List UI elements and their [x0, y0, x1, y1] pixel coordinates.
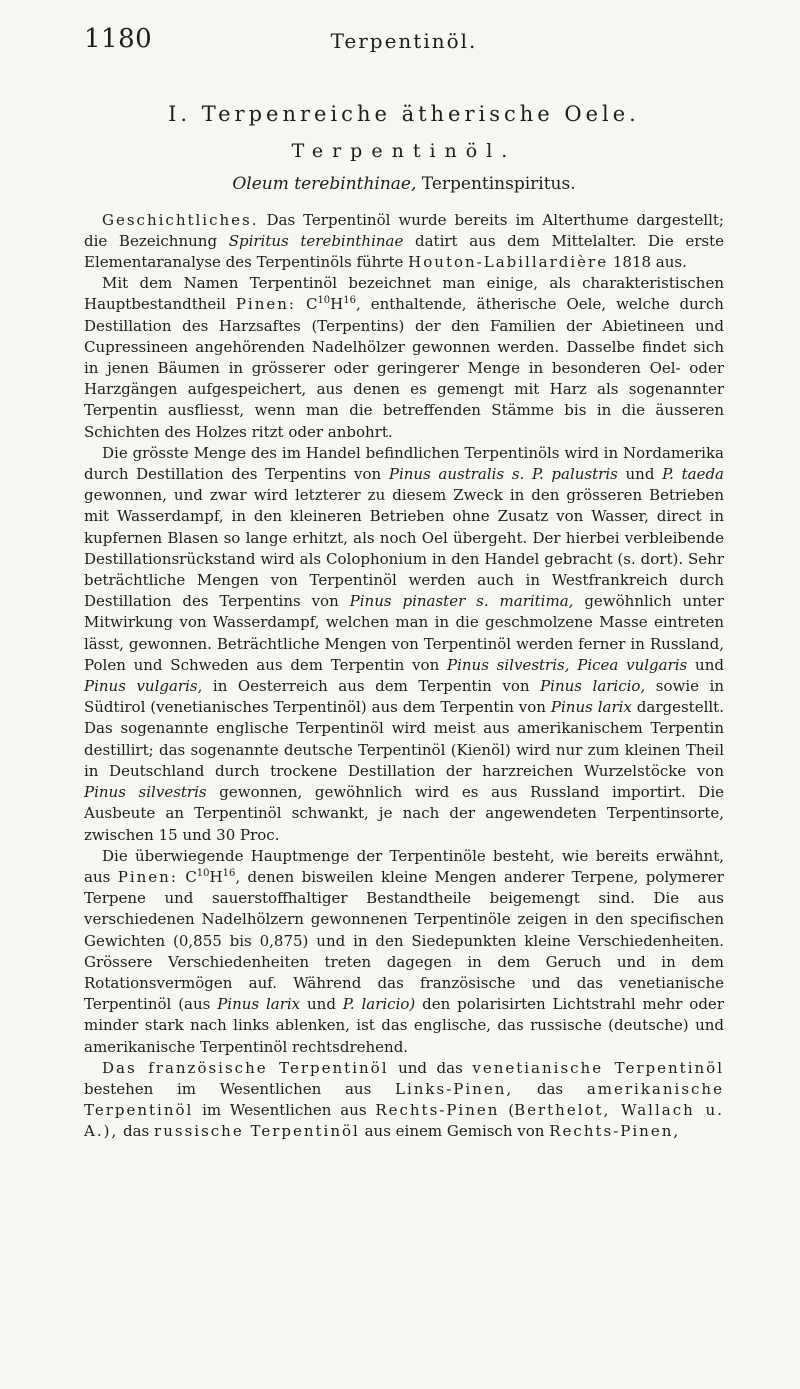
text-run: im Wesentlichen aus [202, 1101, 367, 1120]
text-run: den polarisirten Lichtstrahl mehr oder minder stark nach links ablenken, ist das englische, das russische (deutsche) und amerikanische Terpentinöl rechtsdrehend. [84, 995, 724, 1056]
text-run: dargestellt. Das sogenannte englische Terpentinöl wird meist aus amerikanischem Terpentin destillirt; das sogenannte deutsche Terpentinöl (Kienöl) wird nur zum kleinen Theil in Deutschland durch trockene Destillation der harzreichen Wurzelstöcke von [84, 698, 724, 780]
chemical-formula [306, 295, 356, 313]
formula-element: H [209, 867, 223, 886]
formula-index: 16 [343, 295, 356, 307]
pinen-term: Pinen: [235, 295, 296, 314]
page-header [84, 24, 724, 64]
text-run: , denen bisweilen kleine Mengen anderer Terpene, polymerer Terpene und sauerstoffhaltiger Bestandtheile beigemengt sind. Die aus verschiedenen Nadelhölzern gewonnenen Terpentinöle zeigen in den specifischen Gewichten (0,855 bis 0,875) und in den Siedepunkten kleine Verschiedenheiten. Grössere Verschiedenheiten treten dagegen in dem Geruch und in dem Rotationsvermögen auf. Während das französische und das venetianische Terpentinöl (aus [84, 867, 724, 1014]
text-run: und [695, 655, 724, 674]
page-number: 1180 [84, 24, 153, 54]
species-name: Pinus australis s. P. palustris [388, 465, 618, 484]
text-run: bestehen im Wesentlichen aus [84, 1079, 372, 1098]
pinen-term: Pinen: [117, 867, 178, 886]
text-run: datirt aus dem Mittelalter. Die erste Elementaranalyse des Terpentinöls führte [84, 231, 724, 272]
text-run: Die überwiegende Hauptmenge der Terpentinöle besteht, wie bereits erwähnt, aus [84, 846, 724, 886]
formula-index: 16 [222, 867, 236, 879]
text-run: gewöhnlich unter Mitwirkung von Wasserdampf, welchen man in die geschmolzene Masse eintreten lässt, gewonnen. Beträchtliche Mengen von Terpentinöl werden ferner in Russland, Polen und Schweden aus dem Terpentin von [84, 592, 724, 674]
text-run: das [123, 1122, 150, 1141]
formula-element: C [185, 867, 197, 886]
text-run: gewonnen, und zwar wird letzterer zu diesem Zweck in den grösseren Betrieben mit Wasserdampf, in den kleineren Betrieben ohne Zusatz von Wasser, direct in kupfernen Blasen so lange erhitzt, als noch Oel übergeht. Der hierbei verbleibende Destillationsrückstand wird als Colophonium in den Handel gebracht (s. dort). Sehr beträchtliche Mengen von Terpentinöl werden auch in Westfrankreich durch Destillation des Terpentins von [84, 486, 724, 611]
text-run: gewonnen, gewöhnlich wird es aus Russland importirt. Die Ausbeute an Terpentinöl schwankt, je nach der angewendeten Terpentinsorte, zwischen 15 und 30 Proc. [84, 783, 724, 844]
species-name: P. laricio) [342, 995, 416, 1014]
text-run: das [536, 1079, 564, 1098]
paragraph-production [84, 443, 724, 846]
text-run: aus einem Gemisch von [364, 1122, 545, 1141]
pinen-term: Rechts-Pinen, [549, 1122, 681, 1141]
running-head: Terpentinöl. [330, 29, 478, 53]
text-run: Die grösste Menge des im Handel befindlichen Terpentinöls wird in Nordamerika durch Destillation des Terpentins von [84, 443, 724, 484]
text-run: und das [398, 1058, 463, 1077]
paragraph-definition [84, 273, 724, 443]
paragraph-composition [84, 846, 724, 1058]
german-name: Terpentinspiritus. [421, 174, 576, 195]
subject-subtitle [84, 174, 724, 195]
formula-index: 10 [196, 867, 210, 879]
species-name: Pinus larix [550, 698, 632, 717]
formula-element: C [305, 295, 318, 314]
text-run: Das Terpentinöl wurde bereits im Alterthume dargestellt; die Bezeichnung [84, 210, 724, 250]
person-name: Houton-Labillardière [408, 253, 609, 272]
species-name: P. taeda [662, 465, 725, 484]
formula-index: 10 [317, 295, 331, 307]
text-run: und [307, 995, 336, 1014]
page-body [84, 98, 724, 1143]
species-name: Pinus silvestris, Picea vulgaris [447, 655, 688, 674]
text-run: 1818 aus. [612, 253, 687, 272]
paragraph-varieties [84, 1058, 724, 1143]
species-name: Pinus laricio, [540, 677, 646, 696]
formula-element: H [330, 295, 344, 314]
text-run: und [625, 465, 655, 484]
pinen-term: Rechts-Pinen [375, 1101, 500, 1120]
species-name: Pinus pinaster s. maritima, [349, 592, 574, 611]
subject-title: Terpentinöl. [291, 140, 517, 163]
chemical-formula [185, 868, 235, 886]
text-run: sowie in Südtirol (venetianisches Terpentinöl) aus dem Terpentin von [84, 677, 724, 717]
text-run: Mit dem Namen Terpentinöl bezeichnet man einige, als charakteristischen Hauptbestandtheil [84, 274, 724, 314]
oil-variety-term: russische Terpentinöl [154, 1122, 360, 1141]
history-heading: Geschichtliches. [102, 210, 259, 229]
oil-variety-term: venetianische Terpentinöl [472, 1058, 724, 1077]
latin-name: Oleum terebinthinae, [232, 174, 417, 195]
text-run: , in Oesterreich aus dem Terpentin von [197, 677, 530, 696]
text-run: ( [508, 1101, 515, 1120]
species-name: Pinus silvestris [84, 783, 207, 802]
latin-term: Spiritus terebinthinae [228, 231, 404, 250]
text-run: , enthaltende, ätherische Oele, welche durch Destillation des Harzsaftes (Terpentins) der den Familien der Abietineen und Cupressineen angehörenden Nadelhölzer gewonnen werden. Dasselbe findet sich in jenen Bäumen in grösserer oder geringerer Menge in besonderen Oel- oder Harzgängen aufgespeichert, aus denen es gemengt mit Harz als sogenannter Terpentin ausfliesst, wenn man die betreffenden Stämme bis in die äusseren Schichten des Holzes ritzt oder anbohrt. [84, 295, 724, 441]
paragraph-history [84, 210, 724, 274]
oil-variety-term: amerikanische Terpentinöl [84, 1079, 724, 1120]
author-names: Berthelot, Wallach u. A.), [84, 1101, 724, 1141]
species-name: Pinus larix [217, 995, 301, 1014]
oil-variety-term: Das französische Terpentinöl [102, 1058, 389, 1077]
species-name: Pinus vulgaris [84, 677, 198, 696]
pinen-term: Links-Pinen, [395, 1079, 514, 1098]
section-title: I. Terpenreiche ätherische Oele. [168, 102, 640, 126]
